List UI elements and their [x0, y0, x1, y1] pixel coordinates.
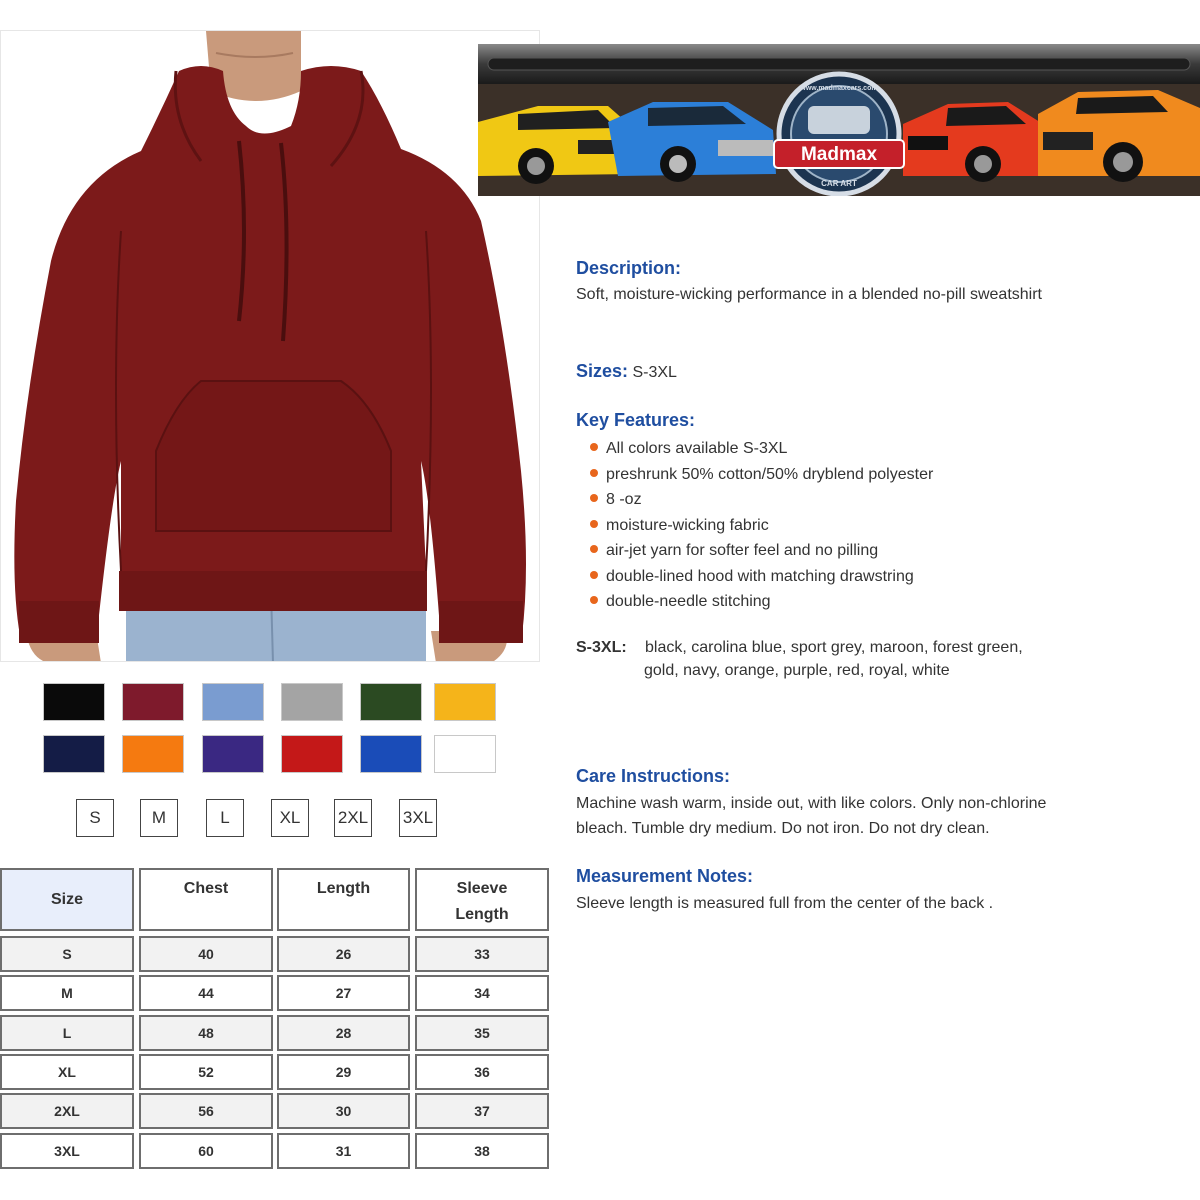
- feature-item: [588, 436, 933, 462]
- key-features-list: [588, 436, 933, 615]
- size-option-l[interactable]: L: [206, 799, 244, 837]
- feature-item: [588, 589, 933, 615]
- care-line-1: Machine wash warm, inside out, with like colors. Only non-chlorine: [576, 795, 1047, 812]
- bullet-icon: [590, 596, 598, 604]
- color-swatch[interactable]: [43, 735, 105, 773]
- color-swatch[interactable]: [360, 683, 422, 721]
- sizes-value: S-3XL: [632, 364, 677, 381]
- color-swatch[interactable]: [281, 683, 343, 721]
- color-swatch[interactable]: [434, 683, 496, 721]
- size-chart-cell: 38: [415, 1133, 549, 1169]
- color-swatch[interactable]: [360, 735, 422, 773]
- size-chart-cell: 34: [415, 975, 549, 1011]
- bullet-icon: [590, 494, 598, 502]
- size-option-3xl[interactable]: 3XL: [399, 799, 437, 837]
- feature-text: double-needle stitching: [606, 593, 771, 610]
- feature-text: preshrunk 50% cotton/50% dryblend polyester: [606, 465, 934, 483]
- header-banner: [478, 44, 1200, 196]
- measurement-heading: Measurement Notes:: [576, 866, 754, 886]
- madmax-logo: [774, 74, 904, 194]
- bullet-icon: [590, 571, 598, 579]
- feature-item: [588, 538, 933, 564]
- sizes-label: Sizes:: [576, 361, 629, 381]
- size-chart-cell: 40: [139, 936, 273, 972]
- bullet-icon: [590, 545, 598, 553]
- feature-text: All colors available S-3XL: [606, 440, 788, 457]
- bullet-icon: [590, 520, 598, 528]
- logo-top-text: www.madmaxcars.com: [800, 85, 878, 92]
- description-heading: Description:: [576, 258, 682, 278]
- color-swatch[interactable]: [43, 683, 105, 721]
- size-chart-cell: 60: [139, 1133, 273, 1169]
- size-chart-cell: 2XL: [0, 1093, 134, 1129]
- feature-text: air-jet yarn for softer feel and no pilling: [606, 542, 879, 559]
- key-features-heading: Key Features:: [576, 410, 696, 430]
- size-option-s[interactable]: S: [76, 799, 114, 837]
- care-heading: Care Instructions:: [576, 766, 731, 786]
- size-chart-cell: 52: [139, 1054, 273, 1090]
- size-chart-cell: 56: [139, 1093, 273, 1129]
- size-option-2xl[interactable]: 2XL: [334, 799, 372, 837]
- size-chart-cell: 31: [277, 1133, 410, 1169]
- size-chart-cell: 48: [139, 1015, 273, 1051]
- size-chart-cell: 26: [277, 936, 410, 972]
- size-chart-cell: 28: [277, 1015, 410, 1051]
- color-swatch[interactable]: [202, 735, 264, 773]
- color-swatch[interactable]: [434, 735, 496, 773]
- color-swatch[interactable]: [202, 683, 264, 721]
- size-chart-cell: 35: [415, 1015, 549, 1051]
- size-option-m[interactable]: M: [140, 799, 178, 837]
- orange-truck-image: [1038, 90, 1200, 182]
- size-chart-cell: 33: [415, 936, 549, 972]
- feature-text: 8 -oz: [606, 491, 642, 508]
- colors-line-2: gold, navy, orange, purple, red, royal, white: [644, 662, 950, 679]
- size-chart-cell: L: [0, 1015, 134, 1051]
- size-chart-cell: S: [0, 936, 134, 972]
- colors-line-1: black, carolina blue, sport grey, maroon, forest green,: [645, 639, 1023, 656]
- size-chart-cell: 29: [277, 1054, 410, 1090]
- logo-text: Madmax: [800, 144, 878, 165]
- size-chart-header: Chest: [139, 868, 273, 931]
- feature-text: double-lined hood with matching drawstring: [606, 567, 914, 585]
- size-chart-cell: M: [0, 975, 134, 1011]
- size-chart-cell: 27: [277, 975, 410, 1011]
- feature-item: [588, 462, 933, 488]
- size-chart-header: Sleeve Length: [415, 868, 549, 931]
- bullet-icon: [590, 469, 598, 477]
- size-chart-cell: 36: [415, 1054, 549, 1090]
- description-text: Soft, moisture-wicking performance in a blended no-pill sweatshirt: [576, 286, 1042, 303]
- feature-text: moisture-wicking fabric: [606, 516, 769, 534]
- size-chart-header: Length: [277, 868, 410, 931]
- size-chart-header: Size: [0, 868, 134, 931]
- color-swatch[interactable]: [122, 683, 184, 721]
- color-swatch[interactable]: [122, 735, 184, 773]
- color-swatch[interactable]: [281, 735, 343, 773]
- feature-item: [588, 487, 933, 513]
- feature-item: [588, 513, 933, 539]
- size-chart-cell: XL: [0, 1054, 134, 1090]
- colors-label: S-3XL:: [576, 639, 627, 656]
- product-photo: [0, 30, 540, 662]
- size-chart-cell: 30: [277, 1093, 410, 1129]
- sizes-info: [576, 358, 677, 386]
- feature-item: [588, 564, 933, 590]
- size-option-xl[interactable]: XL: [271, 799, 309, 837]
- size-chart-cell: 44: [139, 975, 273, 1011]
- size-chart-cell: 3XL: [0, 1133, 134, 1169]
- logo-bottom-text: CAR ART: [821, 179, 857, 188]
- bullet-icon: [590, 443, 598, 451]
- measurement-text: Sleeve length is measured full from the center of the back .: [576, 895, 994, 912]
- size-chart-cell: 37: [415, 1093, 549, 1129]
- care-line-2: bleach. Tumble dry medium. Do not iron. Do not dry clean.: [576, 820, 990, 837]
